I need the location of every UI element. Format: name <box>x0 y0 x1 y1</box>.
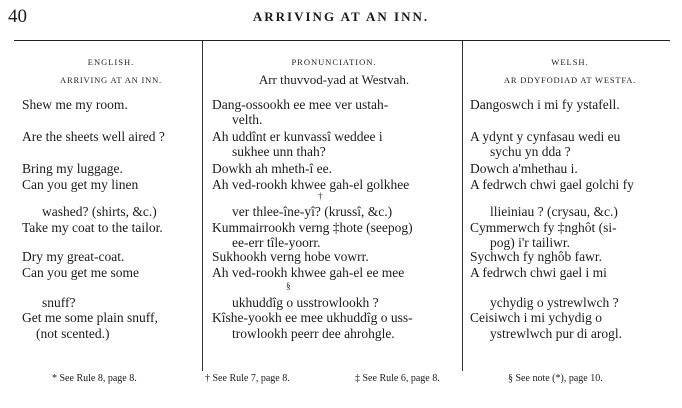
welsh-line: Dangoswch i mi fy ystafell. <box>470 97 620 112</box>
footnote: § See note (*), page 10. <box>508 373 603 384</box>
english-column <box>22 41 200 371</box>
column-subheading-pronunciation: Arr thuvvod-yad at Westvah. <box>258 72 410 87</box>
column-heading-english: ENGLISH. <box>87 57 135 67</box>
welsh-line: sychu yn dda ? <box>490 144 571 159</box>
footnote: ‡ See Rule 6, page 8. <box>355 373 440 384</box>
english-line: Can you get my linen <box>22 177 139 192</box>
welsh-line: Cymmerwch fy ‡nghôt (si- <box>470 220 617 235</box>
pronunciation-line: ukhuddîg o usstrowlookh ? <box>232 295 379 310</box>
page-number: 40 <box>8 6 27 27</box>
pronunciation-line: trowlookh peerr dee ahrohgle. <box>232 326 395 341</box>
english-line: snuff? <box>42 295 76 310</box>
welsh-column <box>470 41 670 371</box>
english-line: Bring my luggage. <box>22 161 123 176</box>
footnote: * See Rule 8, page 8. <box>52 373 137 384</box>
english-line: Shew me my room. <box>22 97 128 112</box>
welsh-line: Ceisiwch i mi ychydig o <box>470 310 602 325</box>
column-heading-pronunciation: PRONUNCIATION. <box>291 57 377 67</box>
pronunciation-line: Ah ved-rookh khwee gah-el ee mee <box>212 265 405 280</box>
english-line: (not scented.) <box>36 326 110 341</box>
pronunciation-line: Dowkh ah mheth-î ee. <box>212 161 332 176</box>
column-divider <box>462 41 463 371</box>
english-line: Take my coat to the tailor. <box>22 220 163 235</box>
english-line: Dry my great-coat. <box>22 249 125 264</box>
dagger-mark: † <box>318 191 323 201</box>
pronunciation-line: Dang-ossookh ee mee ver ustah- <box>212 97 389 112</box>
welsh-line: ychydig o ystrewlwch ? <box>490 295 619 310</box>
pronunciation-line: Kummairrookh verng ‡hote (seepog) <box>212 220 413 235</box>
column-subheading-english: ARRIVING AT AN INN. <box>60 75 162 85</box>
pronunciation-line: sukhee unn thah? <box>232 144 326 159</box>
column-divider <box>202 41 203 371</box>
pronunciation-line: velth. <box>232 112 263 127</box>
pronunciation-line: Ah ved-rookh khwee gah-el golkhee <box>212 177 410 192</box>
footnote: † See Rule 7, page 8. <box>205 373 290 384</box>
english-line: Are the sheets well aired ? <box>22 129 165 144</box>
welsh-line: ystrewlwch pur di arogl. <box>490 326 622 341</box>
welsh-line: A fedrwch chwi gael i mi <box>470 265 607 280</box>
pronunciation-line: ee-err tîle-yoorr. <box>232 235 321 250</box>
running-header: ARRIVING AT AN INN. <box>252 9 430 24</box>
pronunciation-line: Ah uddînt er kunvassî weddee i <box>212 129 383 144</box>
welsh-line: A ydynt y cynfasau wedi eu <box>470 129 621 144</box>
section-mark: § <box>286 281 291 291</box>
welsh-line: Sychwch fy nghôb fawr. <box>470 249 602 264</box>
english-line: washed? (shirts, &c.) <box>42 204 157 219</box>
phrase-table <box>14 40 670 371</box>
english-line: Get me some plain snuff, <box>22 310 158 325</box>
welsh-line: llieiniau ? (crysau, &c.) <box>490 204 618 219</box>
pronunciation-column <box>212 41 456 371</box>
pronunciation-line: Kîshe-yookh ee mee ukhuddîg o uss- <box>212 310 413 325</box>
welsh-line: Dowch a'mhethau i. <box>470 161 578 176</box>
column-subheading-welsh: AR DDYFODIAD AT WESTFA. <box>503 75 637 85</box>
pronunciation-line: ver thlee-îne-yî? (krussî, &c.) <box>232 204 393 219</box>
welsh-line: A fedrwch chwi gael golchi fy <box>470 177 634 192</box>
welsh-line: pog) i'r tailiwr. <box>490 235 571 250</box>
pronunciation-line: Sukhookh verng hobe vowrr. <box>212 249 369 264</box>
column-heading-welsh: WELSH. <box>551 57 589 67</box>
english-line: Can you get me some <box>22 265 139 280</box>
